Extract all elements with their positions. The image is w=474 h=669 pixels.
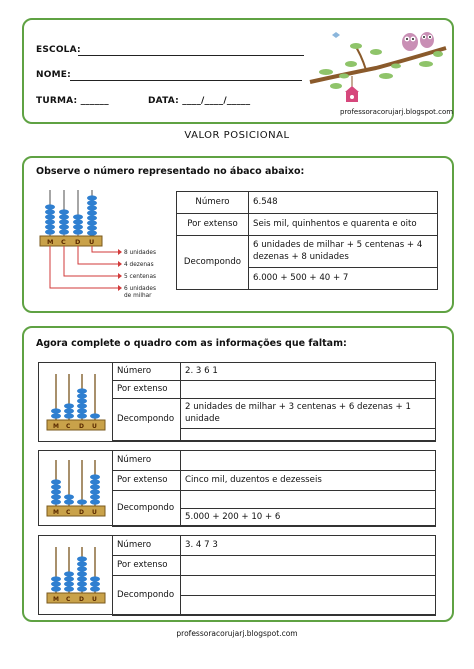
abacus-letter-c: C [61, 238, 66, 246]
data-label: DATA: ____/____/_____ [148, 96, 251, 106]
exercise-1-abacus [44, 370, 110, 436]
table-row [177, 192, 438, 214]
decomp-field-1[interactable] [181, 491, 436, 509]
extenso-label: Por extenso [177, 214, 249, 236]
abacus-letter-u: U [89, 238, 95, 246]
exercise-2-abacus [44, 456, 110, 522]
table-row [177, 236, 438, 268]
abacus-letter-c: C [66, 423, 71, 430]
table-row [113, 491, 436, 509]
example-abacus [34, 186, 166, 302]
numero-value: 6.548 [249, 192, 438, 214]
extenso-field[interactable]: Cinco mil, duzentos e dezesseis [181, 471, 436, 491]
blog-url: professoracorujarj.blogspot.com [340, 108, 454, 116]
abacus-letter-c: C [66, 596, 71, 603]
numero-label: Número [113, 451, 181, 471]
annotation-hundreds: 5 centenas [124, 274, 157, 280]
annotation-thousands: 6 unidades [124, 286, 156, 292]
footer-blog-url: professoracorujarj.blogspot.com [176, 629, 298, 638]
nome-line[interactable] [70, 80, 302, 81]
extenso-label: Por extenso [113, 381, 181, 399]
extenso-value: Seis mil, quinhentos e quarenta e oito [249, 214, 438, 236]
annotation-units: 8 unidades [124, 250, 156, 256]
decomp-field-1[interactable]: 2 unidades de milhar + 3 centenas + 6 dezenas + 1 unidade [181, 399, 436, 429]
table-row [177, 214, 438, 236]
numero-label: Número [113, 363, 181, 381]
annotation-tens: 4 dezenas [124, 262, 154, 268]
nome-label: NOME: [36, 70, 71, 80]
decomp-value-1: 6 unidades de milhar + 5 centenas + 4 dezenas + 8 unidades [249, 236, 438, 268]
table-row [113, 363, 436, 381]
turma-label: TURMA: ______ [36, 96, 109, 106]
abacus-letter-u: U [92, 596, 97, 603]
numero-field[interactable]: 2. 3 6 1 [181, 363, 436, 381]
abacus-letter-m: M [53, 596, 59, 603]
decomp-label: Decompondo [113, 491, 181, 527]
page-title: VALOR POSICIONAL [184, 130, 290, 141]
table-row [113, 536, 436, 556]
abacus-letter-d: D [75, 238, 81, 246]
extenso-label: Por extenso [113, 471, 181, 491]
table-row [113, 556, 436, 576]
table-row [113, 399, 436, 429]
escola-label: ESCOLA: [36, 45, 81, 55]
numero-label: Número [177, 192, 249, 214]
abacus-letter-m: M [47, 238, 54, 246]
example-table [176, 191, 438, 290]
decomp-label: Decompondo [177, 236, 249, 290]
table-row [113, 471, 436, 491]
annotation-thousands-2: de milhar [124, 293, 152, 299]
table-row [113, 576, 436, 596]
numero-field[interactable]: 3. 4 7 3 [181, 536, 436, 556]
example-prompt: Observe o número representado no ábaco abaixo: [36, 166, 305, 177]
decomp-label: Decompondo [113, 399, 181, 441]
decomp-field-2[interactable]: 5.000 + 200 + 10 + 6 [181, 509, 436, 527]
owl-branch-illustration [306, 24, 450, 108]
numero-label: Número [113, 536, 181, 556]
decomp-value-2: 6.000 + 500 + 40 + 7 [249, 268, 438, 290]
extenso-field[interactable] [181, 381, 436, 399]
escola-line[interactable] [78, 55, 304, 56]
exercise-2-table [112, 450, 436, 527]
abacus-letter-d: D [79, 596, 84, 603]
exercise-prompt: Agora complete o quadro com as informações que faltam: [36, 338, 347, 349]
exercise-3-table [112, 535, 436, 616]
extenso-field[interactable] [181, 556, 436, 576]
abacus-letter-m: M [53, 423, 59, 430]
table-row [113, 451, 436, 471]
extenso-label: Por extenso [113, 556, 181, 576]
decomp-field-2[interactable] [181, 596, 436, 616]
exercise-1-table [112, 362, 436, 441]
abacus-letter-m: M [53, 509, 59, 516]
numero-field[interactable] [181, 451, 436, 471]
decomp-field-2[interactable] [181, 429, 436, 441]
abacus-letter-u: U [92, 423, 97, 430]
decomp-field-1[interactable] [181, 576, 436, 596]
table-row [113, 381, 436, 399]
abacus-letter-d: D [79, 509, 84, 516]
decomp-label: Decompondo [113, 576, 181, 616]
abacus-letter-d: D [79, 423, 84, 430]
exercise-3-abacus [44, 543, 110, 609]
abacus-letter-u: U [92, 509, 97, 516]
abacus-letter-c: C [66, 509, 71, 516]
